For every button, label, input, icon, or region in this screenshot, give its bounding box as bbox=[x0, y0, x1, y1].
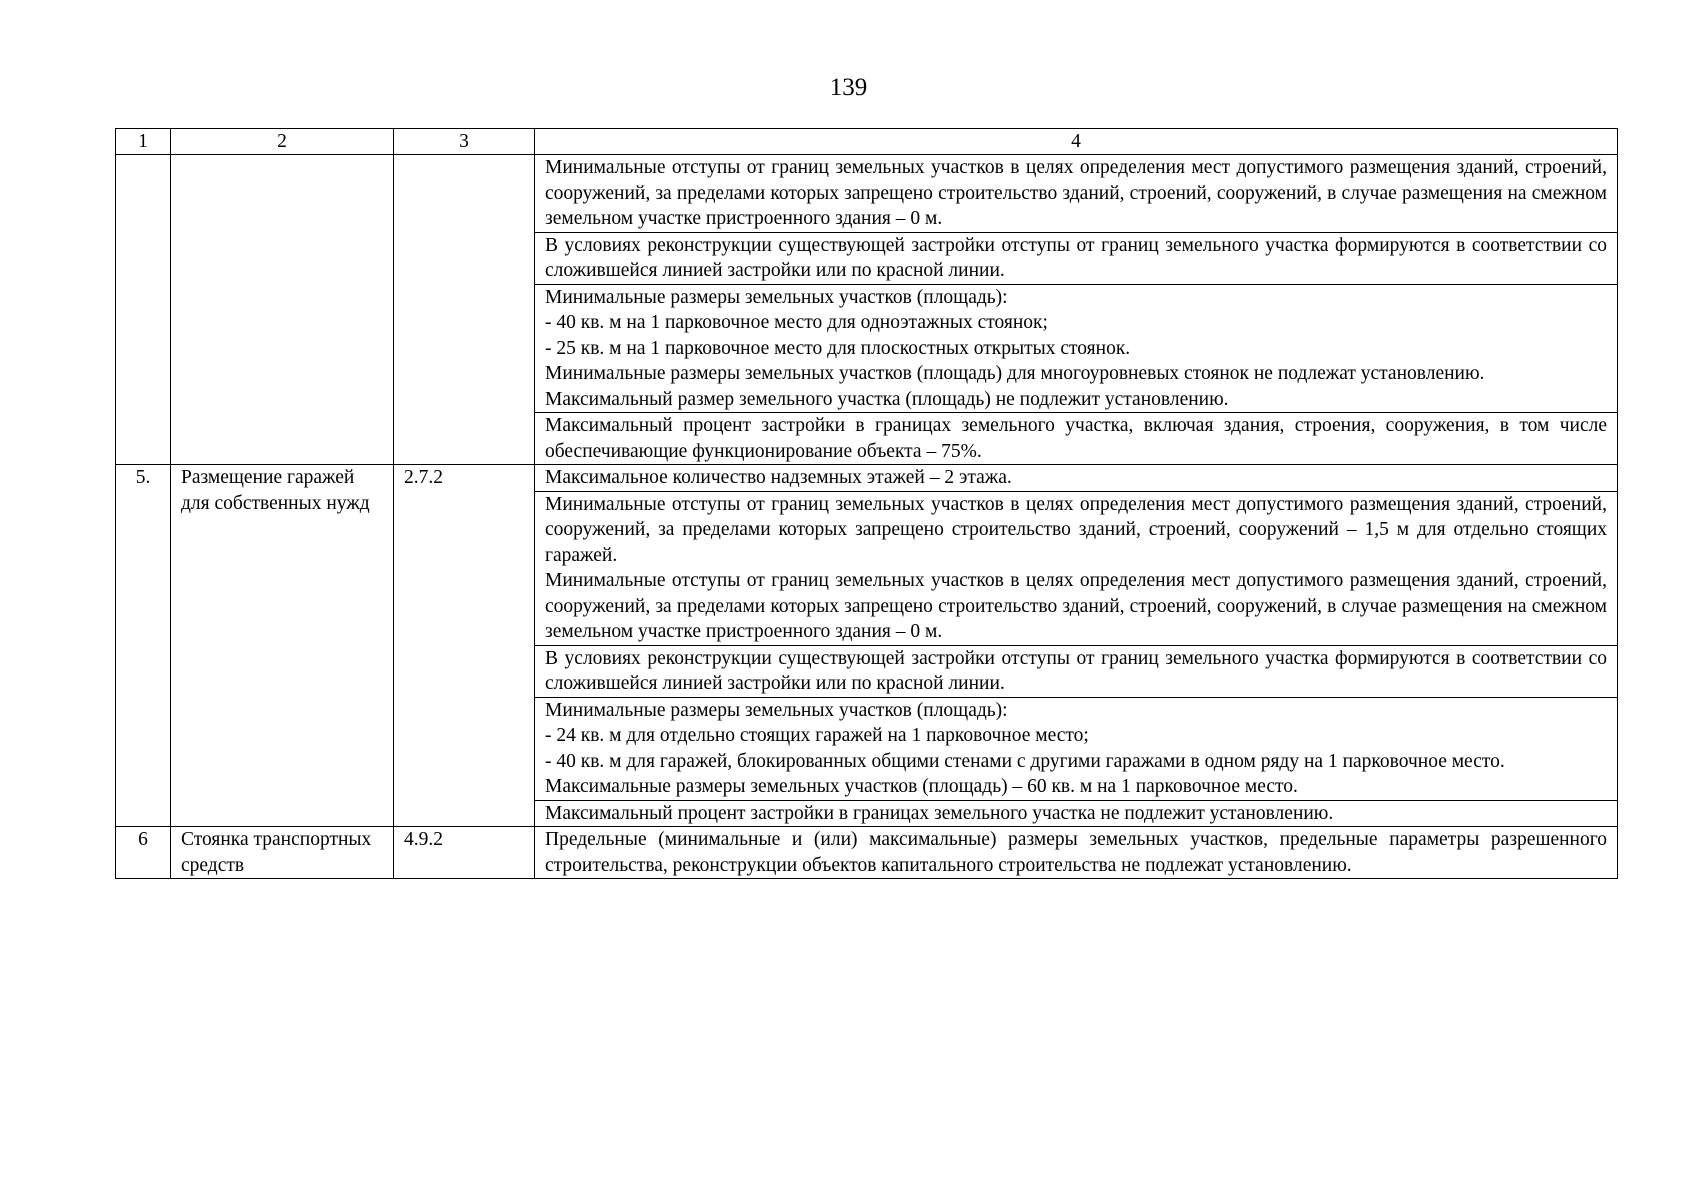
column-header-3: 3 bbox=[394, 129, 535, 155]
requirement-text: Максимальный процент застройки в границах земельного участка, включая здания, строения, сооружения, в том числе обеспечивающие функционирование объекта – 75%. bbox=[545, 415, 1607, 462]
requirement-text: В условиях реконструкции существующей застройки отступы от границ земельного участка формируются в соответствии со сложившейся линией застройки или по красной линии. bbox=[545, 234, 1607, 281]
requirement-text: В условиях реконструкции существующей застройки отступы от границ земельного участка формируются в соответствии со сложившейся линией застройки или по красной линии. bbox=[545, 647, 1607, 694]
requirement-cell bbox=[535, 284, 1618, 413]
requirement-text: Максимальный процент застройки в границах земельного участка не подлежит установлению. bbox=[545, 802, 1334, 824]
requirement-text: Минимальные отступы от границ земельных участков в целях определения мест допустимого размещения зданий, строений, сооружений, за пределами которых запрещено строительство зданий, строений, сооружений, в случае размещения на смежном земельном участке пристроенного здания – 0 м. bbox=[545, 157, 1607, 229]
requirement-text: Максимальные размеры земельных участков (площадь) – 60 кв. м на 1 парковочное место. bbox=[545, 776, 1298, 797]
requirement-text: Минимальные отступы от границ земельных участков в целях определения мест допустимого размещения зданий, строений, сооружений, за пределами которых запрещено строительство зданий, строений, сооружений, в случае размещения на смежном земельном участке пристроенного здания – 0 м. bbox=[545, 570, 1607, 642]
column-header-4: 4 bbox=[535, 129, 1618, 155]
column-header-1: 1 bbox=[116, 129, 171, 155]
requirement-text: Минимальные размеры земельных участков (площадь): bbox=[545, 699, 1008, 721]
name-cell bbox=[171, 155, 394, 465]
requirement-cell bbox=[535, 232, 1618, 284]
requirement-cell bbox=[535, 697, 1618, 800]
table-header-row bbox=[116, 129, 1618, 155]
page-number: 139 bbox=[829, 74, 868, 101]
requirement-text: Предельные (минимальные и (или) максимальные) размеры земельных участков, предельные параметры разрешенного строительства, реконструкции объектов капитального строительства не подлежат установлению. bbox=[545, 829, 1607, 876]
requirement-text: Минимальные отступы от границ земельных участков в целях определения мест допустимого размещения зданий, строений, сооружений, за пределами которых запрещено строительство зданий, строений, сооружений – 1,5 м для отдельно стоящих гаражей. bbox=[545, 493, 1607, 566]
number-cell: 5. bbox=[116, 465, 171, 827]
requirement-text: Максимальный размер земельного участка (площадь) не подлежит установлению. bbox=[545, 388, 1229, 410]
requirement-cell bbox=[535, 413, 1618, 465]
requirement-text: Минимальные размеры земельных участков (площадь): bbox=[545, 286, 1008, 308]
requirement-text: Максимальное количество надземных этажей – 2 этажа. bbox=[545, 467, 1012, 488]
requirement-cell bbox=[535, 491, 1618, 645]
requirement-text: - 25 кв. м на 1 парковочное место для плоскостных открытых стоянок. bbox=[545, 337, 1131, 359]
requirement-text: - 40 кв. м на 1 парковочное место для одноэтажных стоянок; bbox=[545, 312, 1048, 333]
requirement-text: - 40 кв. м для гаражей, блокированных общими стенами с другими гаражами в одном ряду на 1 парковочное место. bbox=[545, 750, 1505, 772]
requirement-cell bbox=[535, 465, 1618, 492]
number-cell: 6 bbox=[116, 827, 171, 879]
column-header-2: 2 bbox=[171, 129, 394, 155]
requirement-cell bbox=[535, 155, 1618, 233]
name-cell: Размещение гаражей для собственных нужд bbox=[171, 465, 394, 827]
regulations-table bbox=[115, 128, 1618, 879]
requirement-text: Минимальные размеры земельных участков (площадь) для многоуровневых стоянок не подлежат установлению. bbox=[545, 363, 1485, 384]
code-cell: 4.9.2 bbox=[394, 827, 535, 879]
table-row bbox=[116, 827, 1618, 879]
table-row bbox=[116, 465, 1618, 492]
requirement-cell bbox=[535, 827, 1618, 879]
number-cell bbox=[116, 155, 171, 465]
code-cell: 2.7.2 bbox=[394, 465, 535, 827]
code-cell bbox=[394, 155, 535, 465]
table-row bbox=[116, 155, 1618, 233]
requirement-text: - 24 кв. м для отдельно стоящих гаражей на 1 парковочное место; bbox=[545, 725, 1089, 746]
requirement-cell bbox=[535, 800, 1618, 827]
name-cell: Стоянка транспортных средств bbox=[171, 827, 394, 879]
requirement-cell bbox=[535, 645, 1618, 697]
